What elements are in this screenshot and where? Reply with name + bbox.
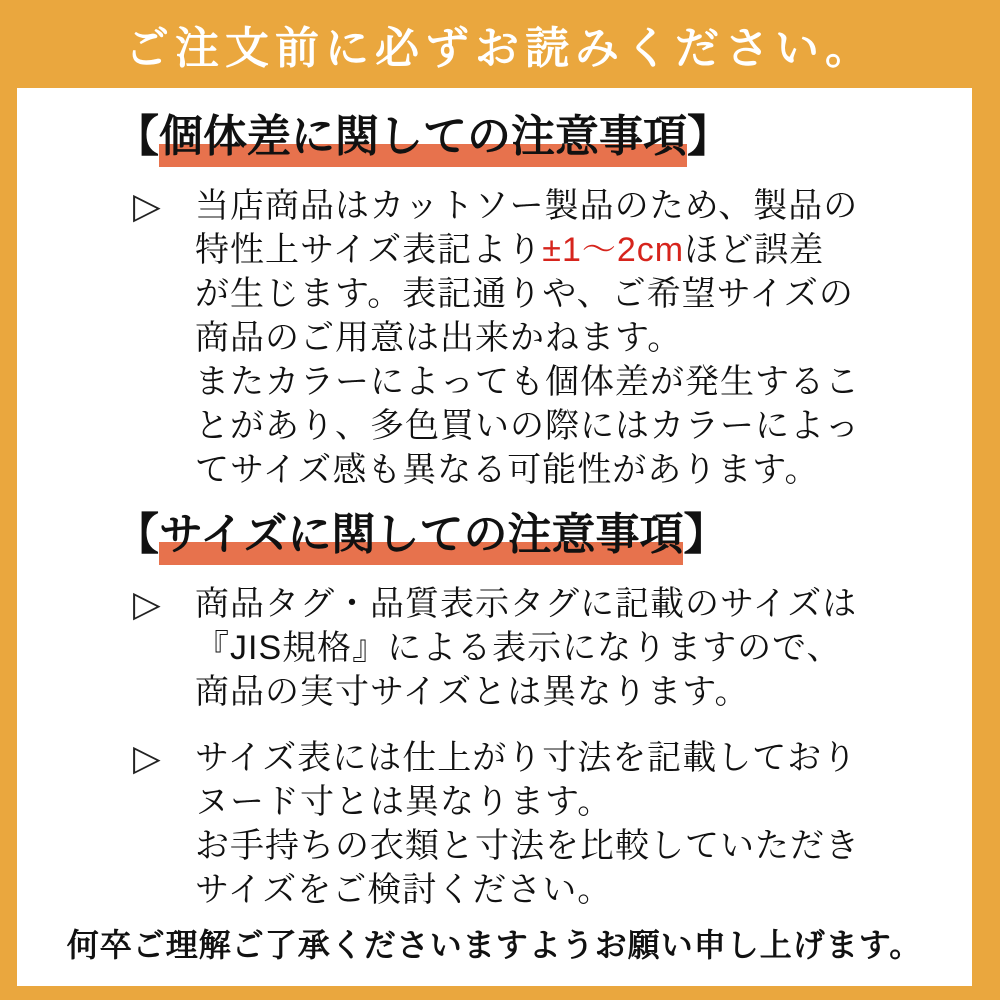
- emphasis-pre: 特性上サイズ表記より: [195, 231, 543, 269]
- heading-marker-text: 個体差に関しての注意事項: [159, 112, 687, 167]
- heading-open-bracket: 【: [115, 112, 159, 161]
- bullet-text: [195, 582, 857, 714]
- text-line: サイズをご検討ください。: [195, 871, 613, 909]
- heading-marker-text: サイズに関しての注意事項: [159, 510, 683, 565]
- triangle-bullet-icon: ▷: [133, 737, 161, 778]
- heading-close-bracket: 】: [687, 112, 731, 161]
- text-line: 商品の実寸サイズとは異なります。: [195, 673, 750, 711]
- bullet-size-chart: [133, 736, 972, 912]
- text-line-with-emphasis: [195, 228, 860, 272]
- footer-note: 何卒ご理解ご了承くださいますようお願い申し上げます。: [66, 927, 923, 963]
- bullet-text: [195, 736, 860, 912]
- emphasis-red-text: ±1〜2cm: [542, 231, 685, 269]
- triangle-bullet-icon: ▷: [133, 185, 161, 226]
- heading-open-bracket: 【: [115, 510, 159, 559]
- section-heading-individual-difference: [115, 108, 972, 166]
- heading-close-bracket: 】: [683, 510, 728, 559]
- text-line: とがあり、多色買いの際にはカラーによっ: [195, 407, 860, 445]
- text-line: ヌード寸とは異なります。: [195, 783, 613, 821]
- text-line: 『JIS規格』による表示になりますので、: [195, 629, 842, 667]
- text-line: 商品のご用意は出来かねます。: [195, 319, 683, 357]
- notice-card: [17, 88, 972, 986]
- bullet-tag-size: [133, 582, 972, 714]
- section-heading-size: [115, 506, 972, 564]
- text-line: が生じます。表記通りや、ご希望サイズの: [195, 275, 854, 313]
- text-line: 商品タグ・品質表示タグに記載のサイズは: [195, 585, 858, 623]
- text-line: サイズ表には仕上がり寸法を記載しており: [195, 739, 858, 777]
- text-line: またカラーによっても個体差が発生するこ: [195, 363, 860, 401]
- bullet-text: [195, 184, 860, 492]
- top-banner: [0, 0, 1000, 88]
- banner-title: ご注文前に必ずお読みください。: [125, 24, 875, 73]
- bullet-individual-difference: [133, 184, 972, 492]
- text-line: 当店商品はカットソー製品のため、製品の: [195, 187, 859, 225]
- triangle-bullet-icon: ▷: [133, 583, 161, 624]
- emphasis-post: ほど誤差: [684, 231, 825, 269]
- text-line: てサイズ感も異なる可能性があります。: [195, 451, 820, 489]
- text-line: お手持ちの衣類と寸法を比較していただき: [195, 827, 860, 865]
